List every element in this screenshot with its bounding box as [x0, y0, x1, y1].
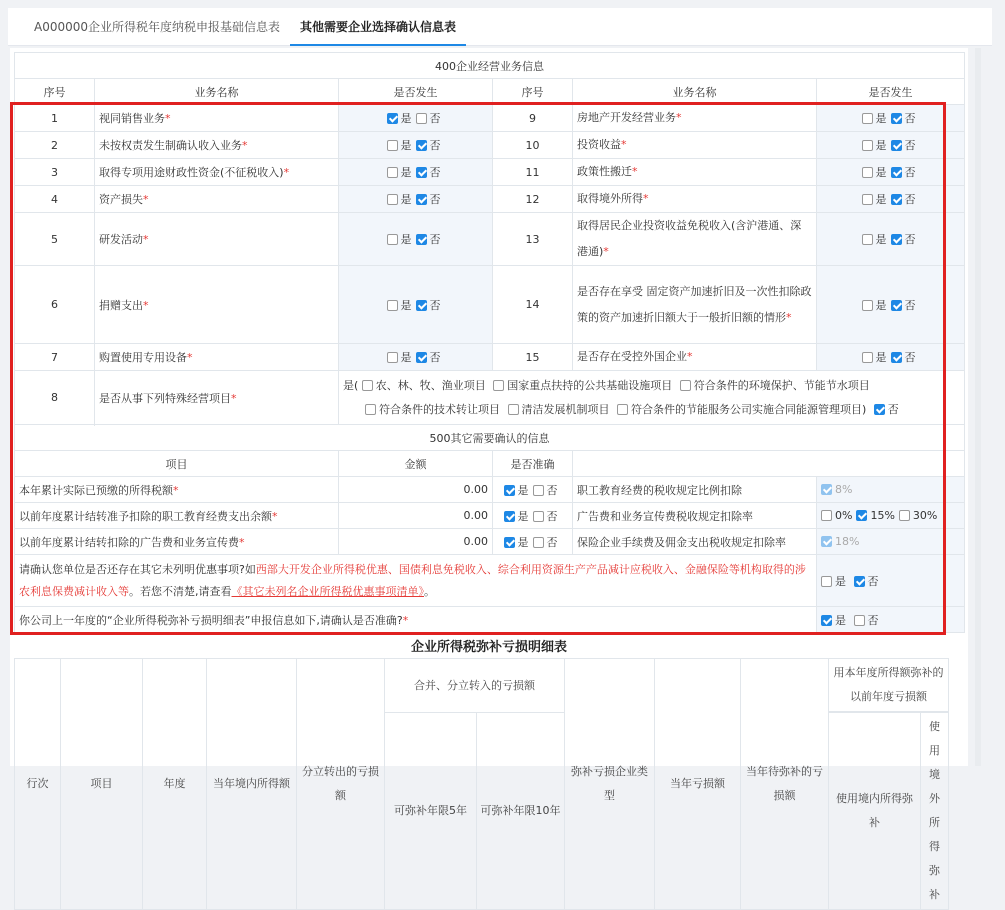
loss-header: 用本年度所得额弥补的以前年度亏损额 — [829, 659, 949, 712]
checkbox-icon[interactable] — [862, 352, 873, 363]
row-name: 购置使用专用设备* — [95, 344, 339, 371]
table-row — [15, 105, 965, 132]
yes-no-cell: 是 否 — [817, 344, 965, 371]
loss-header: 行次 — [15, 659, 61, 910]
header-name: 业务名称 — [95, 79, 339, 105]
table-row — [15, 186, 965, 213]
checkbox-checked-icon[interactable] — [874, 404, 885, 415]
row-name-2: 取得居民企业投资收益免税收入(含沪港通、深港通)* — [573, 213, 817, 266]
header-no-2: 序号 — [493, 79, 573, 105]
checkbox-icon[interactable] — [387, 194, 398, 205]
row-name: 取得专项用途财政性资金(不征税收入)* — [95, 159, 339, 186]
business-info-table — [14, 52, 965, 633]
checkbox-icon[interactable] — [862, 140, 873, 151]
last-year-question: 你公司上一年度的“企业所得税弥补亏损明细表”申报信息如下,请确认是否准确?* — [15, 607, 817, 633]
yes-no-cell: 是 否 — [817, 186, 965, 213]
row-no: 4 — [15, 186, 95, 213]
accurate-cell: 是 否 — [493, 477, 573, 503]
checkbox-icon[interactable] — [416, 113, 427, 124]
option-infrastructure[interactable]: 国家重点扶持的公共基础设施项目 — [493, 379, 672, 392]
checkbox-checked-icon[interactable] — [504, 537, 515, 548]
header-accurate: 是否准确 — [493, 451, 573, 477]
header-amount: 金额 — [339, 451, 493, 477]
checkbox-icon[interactable] — [617, 404, 628, 415]
table-row — [15, 266, 965, 344]
checkbox-icon[interactable] — [533, 537, 544, 548]
other-preferences-question: 请确认您单位是否还存在其它未列明优惠事项?如西部大开发企业所得税优惠、国债利息免税收入、综合利用资源生产产品减计应税收入、金融保险等机构取得的涉农利息保费减计收入等。若您不清楚,请查看《其它未列名企业所得税优惠事项清单》。 — [15, 555, 817, 607]
option-agriculture[interactable]: 农、林、牧、渔业项目 — [362, 379, 486, 392]
checkbox-checked-icon[interactable] — [891, 194, 902, 205]
yes-no-cell: 是 否 — [339, 344, 493, 371]
header-item: 项目 — [15, 451, 339, 477]
yes-no-cell: 是 否 — [817, 555, 965, 607]
loss-header: 当年亏损额 — [655, 659, 741, 910]
row-name-2: 是否存在受控外国企业* — [573, 344, 817, 371]
checkbox-icon[interactable] — [365, 404, 376, 415]
checkbox-checked-icon[interactable] — [416, 234, 427, 245]
checkbox-icon[interactable] — [899, 510, 910, 521]
checkbox-icon[interactable] — [680, 380, 691, 391]
checkbox-checked-icon[interactable] — [416, 140, 427, 151]
yes-no-cell: 是 否 — [339, 266, 493, 344]
amount-value[interactable]: 0.00 — [339, 503, 493, 529]
row-no-2: 15 — [493, 344, 573, 371]
checkbox-checked-icon[interactable] — [416, 300, 427, 311]
loss-header: 当年待弥补的亏损额 — [741, 659, 829, 910]
yes-no-cell: 是 否 — [817, 159, 965, 186]
checkbox-icon[interactable] — [508, 404, 519, 415]
loss-header: 使用境内所得弥补 — [829, 713, 921, 910]
row-name: 是否从事下列特殊经营项目* — [95, 371, 339, 425]
row-no-2: 12 — [493, 186, 573, 213]
checkbox-icon[interactable] — [362, 380, 373, 391]
checkbox-icon[interactable] — [862, 113, 873, 124]
table-row — [15, 371, 965, 425]
option-tech-transfer[interactable]: 符合条件的技术转让项目 — [365, 403, 500, 416]
checkbox-checked-icon[interactable] — [504, 511, 515, 522]
table-row — [15, 503, 965, 529]
checkbox-icon[interactable] — [533, 511, 544, 522]
yes-no-cell: 是 否 — [817, 105, 965, 132]
row-name: 捐赠支出* — [95, 266, 339, 344]
header-occur-2: 是否发生 — [817, 79, 965, 105]
rate-label: 广告费和业务宣传费税收规定扣除率 — [573, 503, 817, 529]
checkbox-checked-icon[interactable] — [891, 352, 902, 363]
table-row — [15, 607, 965, 633]
row-no-2: 10 — [493, 132, 573, 159]
row-no: 7 — [15, 344, 95, 371]
table-row — [15, 159, 965, 186]
row-no-2: 14 — [493, 266, 573, 344]
checkbox-icon[interactable] — [533, 485, 544, 496]
section-500-title: 500其它需要确认的信息 — [15, 425, 965, 451]
row-name-2: 是否存在享受 固定资产加速折旧及一次性扣除政策的资产加速折旧额大于一般折旧额的情形* — [573, 266, 817, 344]
option-environment[interactable]: 符合条件的环境保护、节能节水项目 — [680, 379, 870, 392]
vertical-scrollbar[interactable] — [975, 48, 981, 766]
loss-header: 合并、分立转入的亏损额 — [385, 659, 565, 713]
rate-label: 职工教育经费的税收规定比例扣除 — [573, 477, 817, 503]
section-400-title: 400企业经营业务信息 — [15, 53, 965, 79]
preference-list-link[interactable]: 《其它未列名企业所得税优惠事项清单》 — [231, 584, 424, 598]
row-name: 视同销售业务* — [95, 105, 339, 132]
item-name: 以前年度累计结转扣除的广告费和业务宣传费* — [15, 529, 339, 555]
checkbox-icon[interactable] — [387, 352, 398, 363]
checkbox-checked-icon[interactable] — [891, 113, 902, 124]
yes-no-cell: 是 否 — [817, 132, 965, 159]
checkbox-checked-icon[interactable] — [821, 615, 832, 626]
table-row — [15, 477, 965, 503]
rate-cell: 8% — [817, 477, 965, 503]
row-no: 5 — [15, 213, 95, 266]
yes-no-cell: 是 否 — [339, 213, 493, 266]
checkbox-icon[interactable] — [387, 300, 398, 311]
checkbox-icon[interactable] — [821, 510, 832, 521]
yes-no-cell: 是 否 — [817, 266, 965, 344]
yes-no-cell: 是 否 — [817, 213, 965, 266]
row-name-2: 房地产开发经营业务* — [573, 105, 817, 132]
item-name: 本年累计实际已预缴的所得税额* — [15, 477, 339, 503]
table-row — [15, 213, 965, 266]
loss-header: 分立转出的亏损额 — [297, 659, 385, 910]
checkbox-checked-icon[interactable] — [416, 194, 427, 205]
row-no: 3 — [15, 159, 95, 186]
header-name-2: 业务名称 — [573, 79, 817, 105]
row-no: 1 — [15, 105, 95, 132]
option-cdm[interactable]: 清洁发展机制项目 — [508, 403, 610, 416]
checkbox-checked-icon[interactable] — [416, 352, 427, 363]
loss-header: 年度 — [143, 659, 207, 910]
checkbox-checked-icon[interactable] — [854, 576, 865, 587]
checkbox-icon[interactable] — [862, 194, 873, 205]
rate-cell: 0% 15% 30% — [817, 503, 965, 529]
checkbox-icon[interactable] — [821, 576, 832, 587]
row-name-2: 投资收益* — [573, 132, 817, 159]
option-no[interactable]: 否 — [874, 403, 899, 416]
checkbox-icon[interactable] — [862, 167, 873, 178]
checkbox-checked-icon[interactable] — [504, 485, 515, 496]
amount-value[interactable]: 0.00 — [339, 529, 493, 555]
checkbox-icon[interactable] — [493, 380, 504, 391]
accurate-cell: 是 否 — [493, 503, 573, 529]
checkbox-icon[interactable] — [387, 234, 398, 245]
yes-no-cell: 是 否 — [817, 607, 965, 633]
checkbox-checked-icon[interactable] — [387, 113, 398, 124]
loss-header: 可弥补年限10年 — [477, 713, 565, 910]
checkbox-icon[interactable] — [862, 300, 873, 311]
checkbox-checked-icon[interactable] — [891, 140, 902, 151]
loss-header: 当年境内所得额 — [207, 659, 297, 910]
row-name: 未按权责发生制确认收入业务* — [95, 132, 339, 159]
header-no: 序号 — [15, 79, 95, 105]
yes-no-cell: 是 否 — [339, 132, 493, 159]
checkbox-icon[interactable] — [387, 140, 398, 151]
yes-no-cell: 是 否 — [339, 186, 493, 213]
row-name-2: 政策性搬迁* — [573, 159, 817, 186]
loss-table — [14, 658, 949, 910]
row-name: 研发活动* — [95, 213, 339, 266]
table-row — [15, 132, 965, 159]
amount-value[interactable]: 0.00 — [339, 477, 493, 503]
checkbox-checked-icon[interactable] — [891, 300, 902, 311]
table-row — [15, 529, 965, 555]
checkbox-checked-icon[interactable] — [821, 536, 832, 547]
loss-table-title: 企业所得税弥补亏损明细表 — [410, 640, 567, 655]
tab-basic-info[interactable]: A000000企业所得税年度纳税申报基础信息表 — [34, 20, 281, 34]
checkbox-icon[interactable] — [387, 167, 398, 178]
row-name-2: 取得境外所得* — [573, 186, 817, 213]
tab-other-confirm[interactable]: 其他需要企业选择确认信息表 — [290, 8, 466, 46]
loss-header: 使用境外所得弥补 — [921, 713, 949, 910]
checkbox-checked-icon[interactable] — [891, 167, 902, 178]
yes-no-cell: 是 否 — [339, 159, 493, 186]
checkbox-checked-icon[interactable] — [856, 510, 867, 521]
table-row — [15, 555, 965, 607]
checkbox-checked-icon[interactable] — [416, 167, 427, 178]
loss-header: 可弥补年限5年 — [385, 713, 477, 910]
checkbox-icon[interactable] — [862, 234, 873, 245]
loss-header: 弥补亏损企业类型 — [565, 659, 655, 910]
row-no-2: 9 — [493, 105, 573, 132]
header-occur: 是否发生 — [339, 79, 493, 105]
row-name: 资产损失* — [95, 186, 339, 213]
row-no-2: 11 — [493, 159, 573, 186]
loss-header: 项目 — [61, 659, 143, 910]
tab-bar — [8, 8, 992, 46]
row-no: 2 — [15, 132, 95, 159]
rate-label: 保险企业手续费及佣金支出税收规定扣除率 — [573, 529, 817, 555]
accurate-cell: 是 否 — [493, 529, 573, 555]
special-projects-options: 是( 农、林、牧、渔业项目 国家重点扶持的公共基础设施项目 符合条件的环境保护、节能节水项目 符合条件的技术转让项目 清洁发展机制项目 符合条件的节能服务公司实施合同能源管理项目) 否 — [339, 371, 965, 425]
main-panel — [10, 48, 968, 901]
option-energy-service[interactable]: 符合条件的节能服务公司实施合同能源管理项目) — [617, 403, 866, 416]
rate-cell: 18% — [817, 529, 965, 555]
item-name: 以前年度累计结转准予扣除的职工教育经费支出余额* — [15, 503, 339, 529]
checkbox-checked-icon[interactable] — [891, 234, 902, 245]
yes-no-cell: 是 否 — [339, 105, 493, 132]
row-no: 8 — [15, 371, 95, 425]
checkbox-checked-icon[interactable] — [821, 484, 832, 495]
checkbox-icon[interactable] — [854, 615, 865, 626]
table-row — [15, 344, 965, 371]
row-no-2: 13 — [493, 213, 573, 266]
row-no: 6 — [15, 266, 95, 344]
